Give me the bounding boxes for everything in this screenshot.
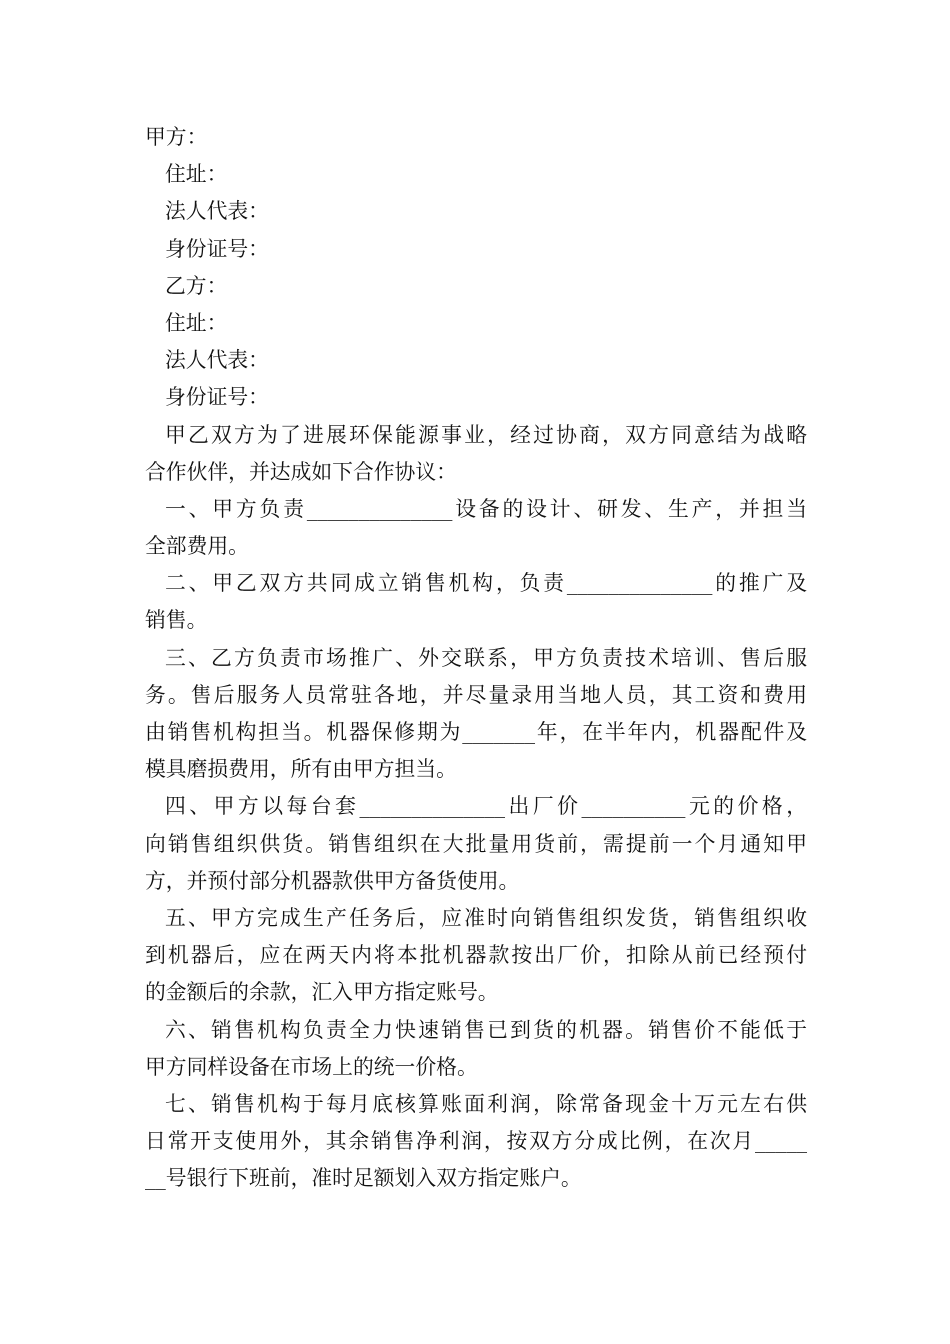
- preamble-line-2: 合作伙伴，并达成如下合作协议：: [145, 459, 457, 484]
- clause-6-line-2: 甲方同样设备在市场上的统一价格。: [145, 1054, 478, 1079]
- party-b-address: 住址：: [165, 310, 228, 335]
- party-a-legal-rep: 法人代表：: [165, 199, 269, 224]
- clause-6-line-1: 六、销售机构负责全力快速销售已到货的机器。销售价不能低于: [165, 1017, 807, 1042]
- clause-2-line-2: 销售。: [145, 608, 208, 633]
- preamble-line-1: 甲乙双方为了进展环保能源事业，经过协商，双方同意结为战略: [165, 422, 807, 447]
- clause-3-line-4: 模具磨损费用，所有由甲方担当。: [145, 757, 457, 782]
- clause-1-line-1: 一、甲方负责______________设备的设计、研发、生产，并担当: [165, 496, 807, 521]
- clause-3-line-1: 三、乙方负责市场推广、外交联系，甲方负责技术培训、售后服: [165, 645, 807, 670]
- clause-4-line-3: 方，并预付部分机器款供甲方备货使用。: [145, 868, 520, 893]
- party-b-label: 乙方：: [165, 273, 228, 298]
- clause-4-line-2: 向销售组织供货。销售组织在大批量用货前，需提前一个月通知甲: [145, 831, 807, 856]
- clause-5-line-3: 的金额后的余款，汇入甲方指定账号。: [145, 980, 499, 1005]
- party-a-id-number: 身份证号：: [165, 236, 269, 261]
- party-a-label: 甲方：: [145, 125, 208, 149]
- clause-3-line-2: 务。售后服务人员常驻各地，并尽量录用当地人员，其工资和费用: [145, 682, 807, 707]
- party-b-legal-rep: 法人代表：: [165, 348, 269, 373]
- clause-3-line-3: 由销售机构担当。机器保修期为_______年，在半年内，机器配件及: [145, 720, 807, 744]
- clause-1-line-2: 全部费用。: [145, 534, 249, 559]
- clause-2-line-1: 二、甲乙双方共同成立销售机构，负责______________的推广及: [165, 571, 807, 596]
- clause-5-line-2: 到机器后，应在两天内将本批机器款按出厂价，扣除从前已经预付: [145, 943, 807, 968]
- clause-7-line-2: 日常开支使用外，其余销售净利润，按双方分成比例，在次月_____: [145, 1129, 807, 1154]
- clause-7-line-1: 七、销售机构于每月底核算账面利润，除常备现金十万元左右供: [165, 1091, 807, 1116]
- party-a-address: 住址：: [165, 162, 228, 187]
- clause-4-line-1: 四、甲方以每台套______________出厂价__________元的价格，: [165, 794, 807, 819]
- party-b-id-number: 身份证号：: [165, 385, 269, 410]
- contract-body: [145, 119, 807, 1197]
- clause-5-line-1: 五、甲方完成生产任务后，应准时向销售组织发货，销售组织收: [165, 905, 807, 930]
- clause-7-line-3: __号银行下班前，准时足额划入双方指定账户。: [145, 1166, 582, 1191]
